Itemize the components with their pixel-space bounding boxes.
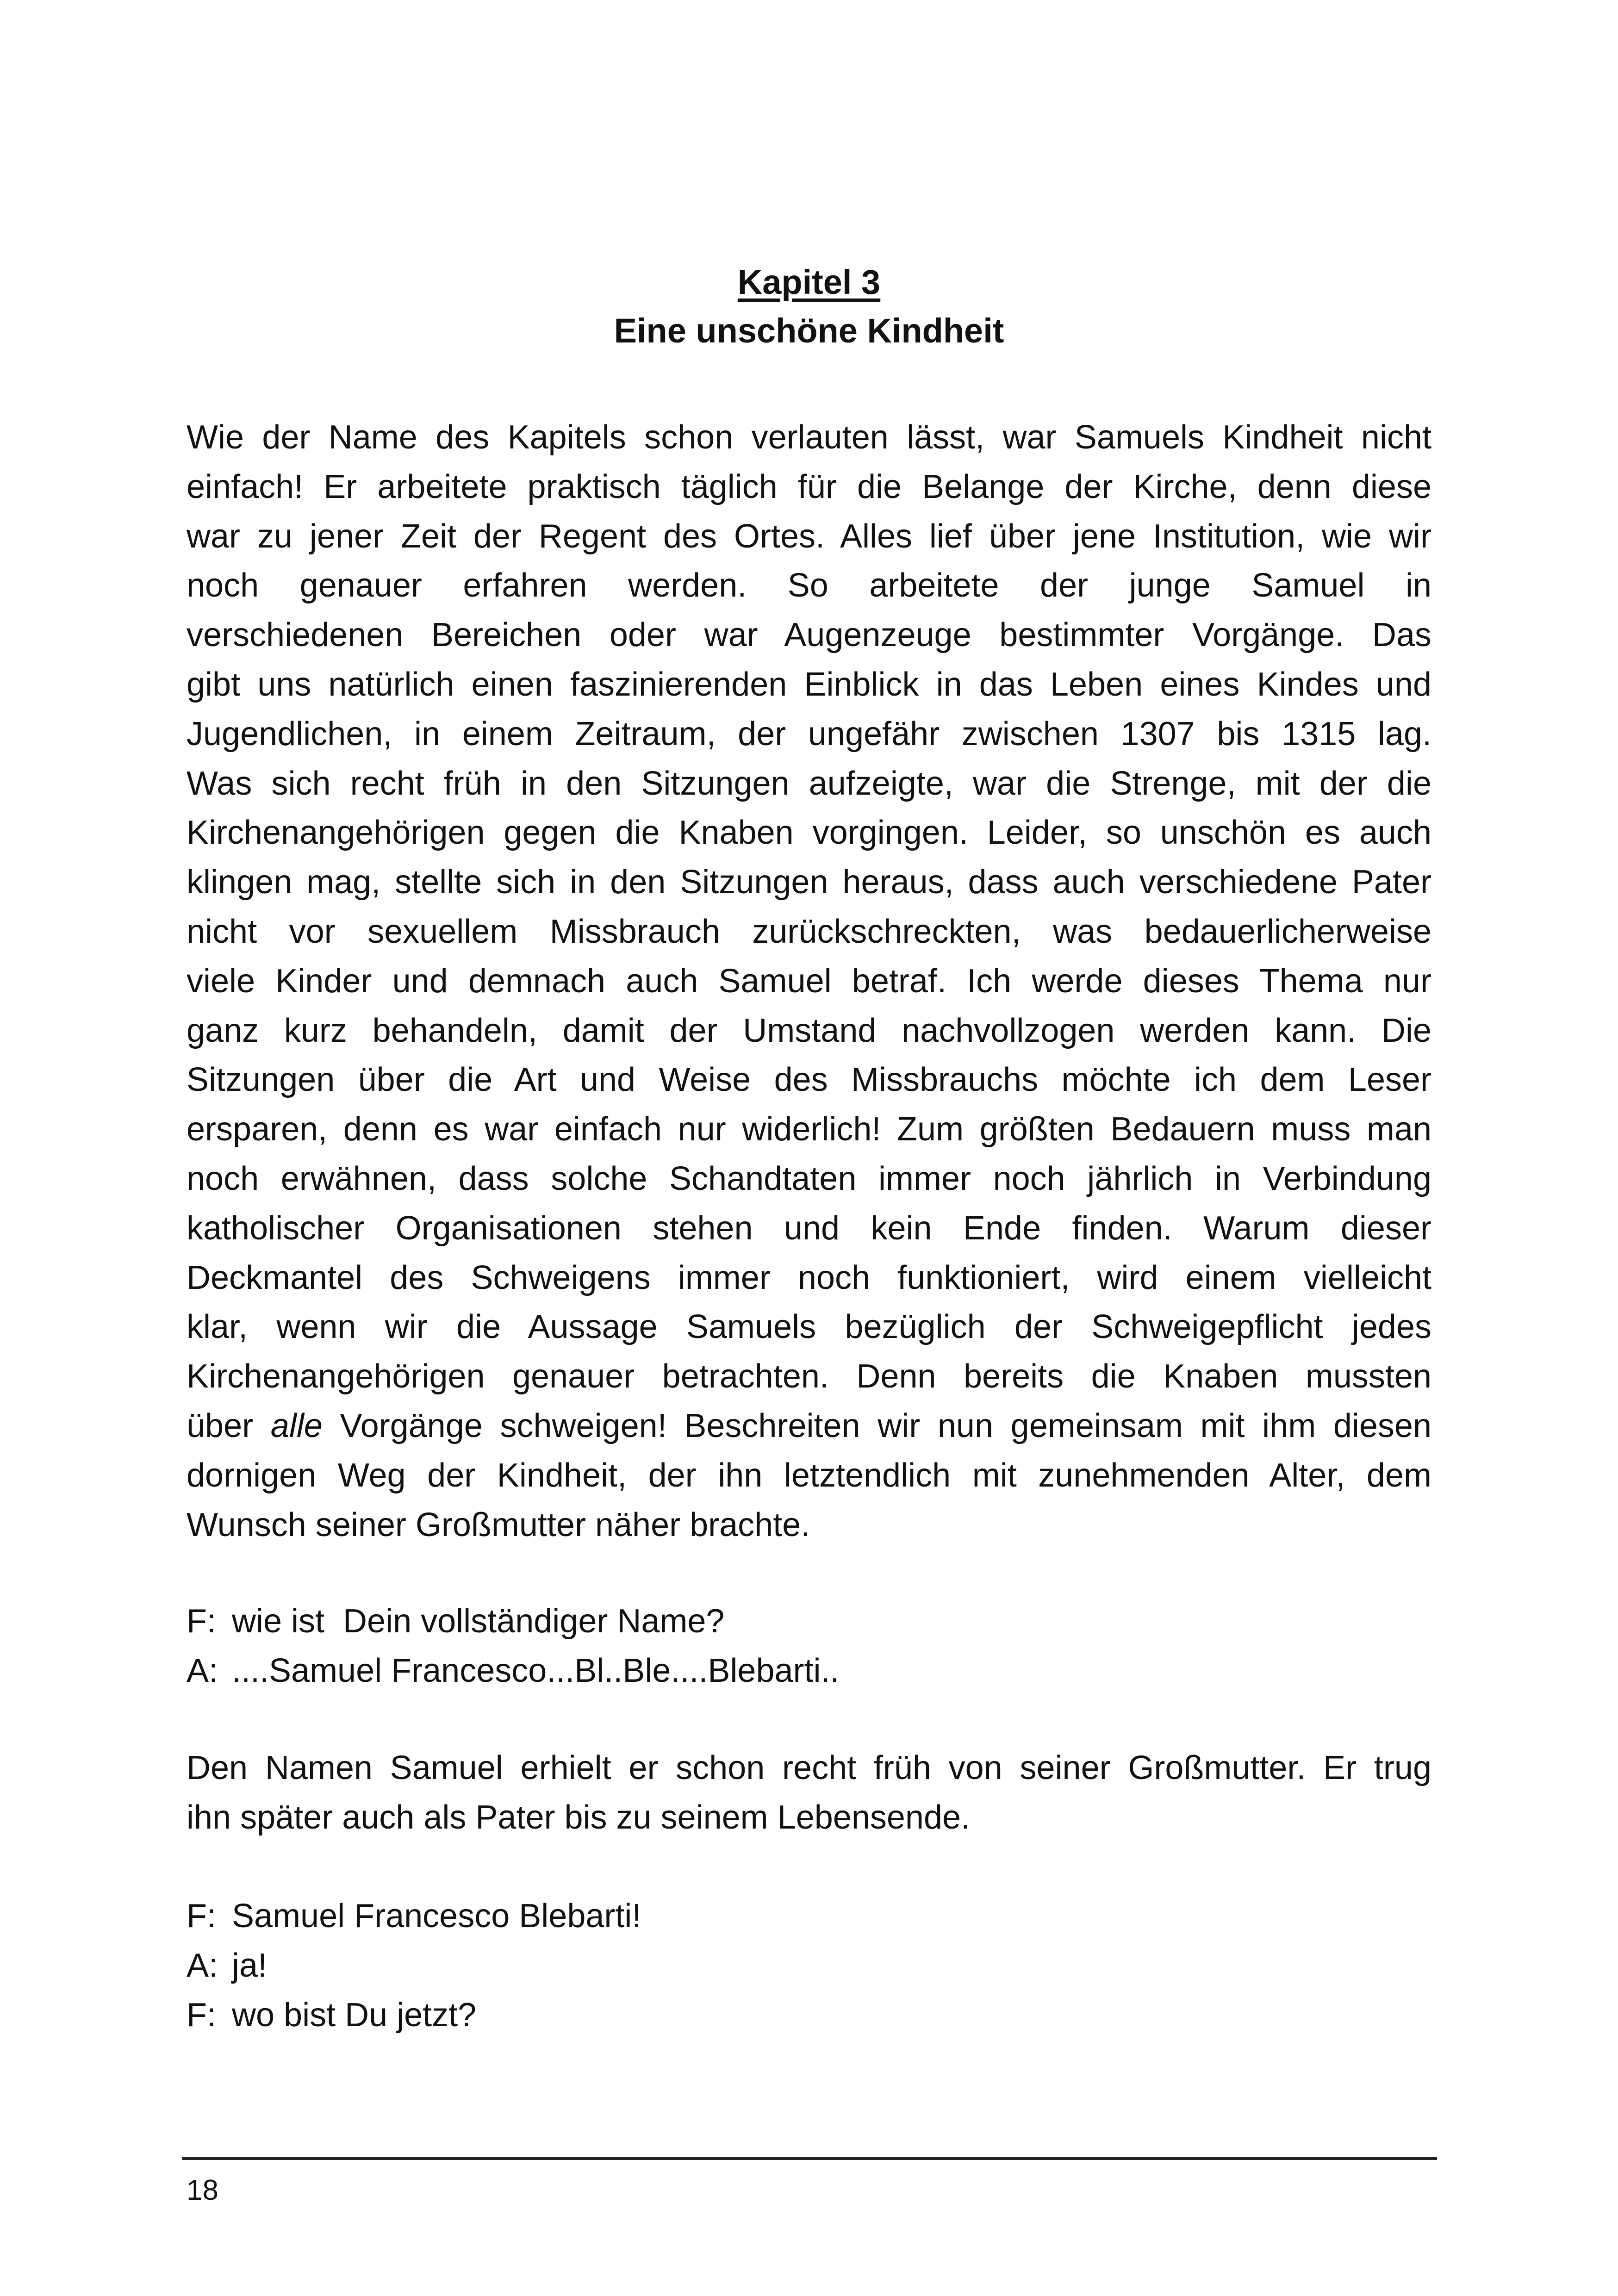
paragraph-line: einfach! Er arbeitete praktisch täglich für die Belange der Kirche, denn diese <box>187 468 1431 505</box>
paragraph-line: Wunsch seiner Großmutter näher brachte. <box>187 1506 810 1543</box>
paragraph-line: ganz kurz behandeln, damit der Umstand nachvollzogen werden kann. Die <box>187 1012 1431 1049</box>
intro-paragraph <box>187 413 1431 1549</box>
paragraph-line: Wie der Name des Kapitels schon verlauten lässt, war Samuels Kindheit nicht <box>187 419 1431 456</box>
paragraph-line: Deckmantel des Schweigens immer noch funktioniert, wird einem vielleicht <box>187 1259 1431 1296</box>
dialogue-text: Samuel Francesco Blebarti! <box>232 1898 641 1935</box>
dialogue-line <box>187 1892 1431 1941</box>
emphasis-after: Vorgänge schweigen! Beschreiten wir nun gemeinsam mit ihm diesen <box>322 1407 1432 1444</box>
paragraph-line: Jugendlichen, in einem Zeitraum, der ungefähr zwischen 1307 bis 1315 lag. <box>187 715 1431 753</box>
speaker-label: F: <box>187 1603 216 1640</box>
speaker-label: F: <box>187 1996 216 2034</box>
emphasis-before: über <box>187 1407 271 1444</box>
dialogue-text: ....Samuel Francesco...Bl..Ble....Blebarti.. <box>232 1652 840 1689</box>
paragraph-line: war zu jener Zeit der Regent des Ortes. Alles lief über jene Institution, wie wir <box>187 517 1431 555</box>
dialogue-line <box>187 1991 1431 2040</box>
chapter-title: Kapitel 3 <box>737 263 881 301</box>
speaker-label: F: <box>187 1898 216 1935</box>
page-number: 18 <box>187 2174 218 2206</box>
paragraph-line: noch erwähnen, dass solche Schandtaten immer noch jährlich in Verbindung <box>187 1160 1431 1197</box>
paragraph-line: katholischer Organisationen stehen und kein Ende finden. Warum dieser <box>187 1209 1431 1247</box>
paragraph-line: ihn später auch als Pater bis zu seinem Lebensende. <box>187 1798 971 1836</box>
paragraph-line: klingen mag, stellte sich in den Sitzungen heraus, dass auch verschiedene Pater <box>187 864 1431 901</box>
footer-divider <box>182 2157 1437 2160</box>
dialogue-line <box>187 1646 1431 1696</box>
dialogue-block <box>187 1597 1431 1696</box>
speaker-label: A: <box>187 1652 218 1689</box>
paragraph-line: nicht vor sexuellem Missbrauch zurückschreckten, was bedauerlicherweise <box>187 913 1431 950</box>
paragraph-line: noch genauer erfahren werden. So arbeitete der junge Samuel in <box>187 567 1431 604</box>
paragraph-line: viele Kinder und demnach auch Samuel betraf. Ich werde dieses Thema nur <box>187 962 1431 1000</box>
paragraph-line: ersparen, denn es war einfach nur widerlich! Zum größten Bedauern muss man <box>187 1111 1431 1148</box>
dialogue-text: wie ist Dein vollständiger Name? <box>232 1603 725 1640</box>
paragraph-line-with-emphasis <box>187 1401 1431 1451</box>
paragraph-line: Sitzungen über die Art und Weise des Missbrauchs möchte ich dem Leser <box>187 1061 1431 1099</box>
paragraph-line: Was sich recht früh in den Sitzungen aufzeigte, war die Strenge, mit der die <box>187 765 1431 802</box>
paragraph-line: klar, wenn wir die Aussage Samuels bezüglich der Schweigepflicht jedes <box>187 1308 1431 1346</box>
paragraph-line: Den Namen Samuel erhielt er schon recht früh von seiner Großmutter. Er trug <box>187 1749 1431 1786</box>
chapter-subtitle: Eine unschöne Kindheit <box>614 311 1004 350</box>
paragraph-line: verschiedenen Bereichen oder war Augenzeuge bestimmter Vorgänge. Das <box>187 616 1431 654</box>
dialogue-block <box>187 1892 1431 2040</box>
paragraph-line: gibt uns natürlich einen faszinierenden Einblick in das Leben eines Kindes und <box>187 666 1431 703</box>
paragraph-line: dornigen Weg der Kindheit, der ihn letztendlich mit zunehmenden Alter, dem <box>187 1456 1431 1494</box>
narrative-paragraph <box>187 1743 1431 1842</box>
emphasis-word: alle <box>270 1407 323 1444</box>
dialogue-text: wo bist Du jetzt? <box>232 1996 477 2034</box>
dialogue-line <box>187 1941 1431 1991</box>
dialogue-line <box>187 1597 1431 1646</box>
paragraph-line: Kirchenangehörigen gegen die Knaben vorgingen. Leider, so unschön es auch <box>187 814 1431 852</box>
paragraph-line: Kirchenangehörigen genauer betrachten. Denn bereits die Knaben mussten <box>187 1358 1431 1395</box>
dialogue-text: ja! <box>232 1947 268 1984</box>
speaker-label: A: <box>187 1947 218 1984</box>
